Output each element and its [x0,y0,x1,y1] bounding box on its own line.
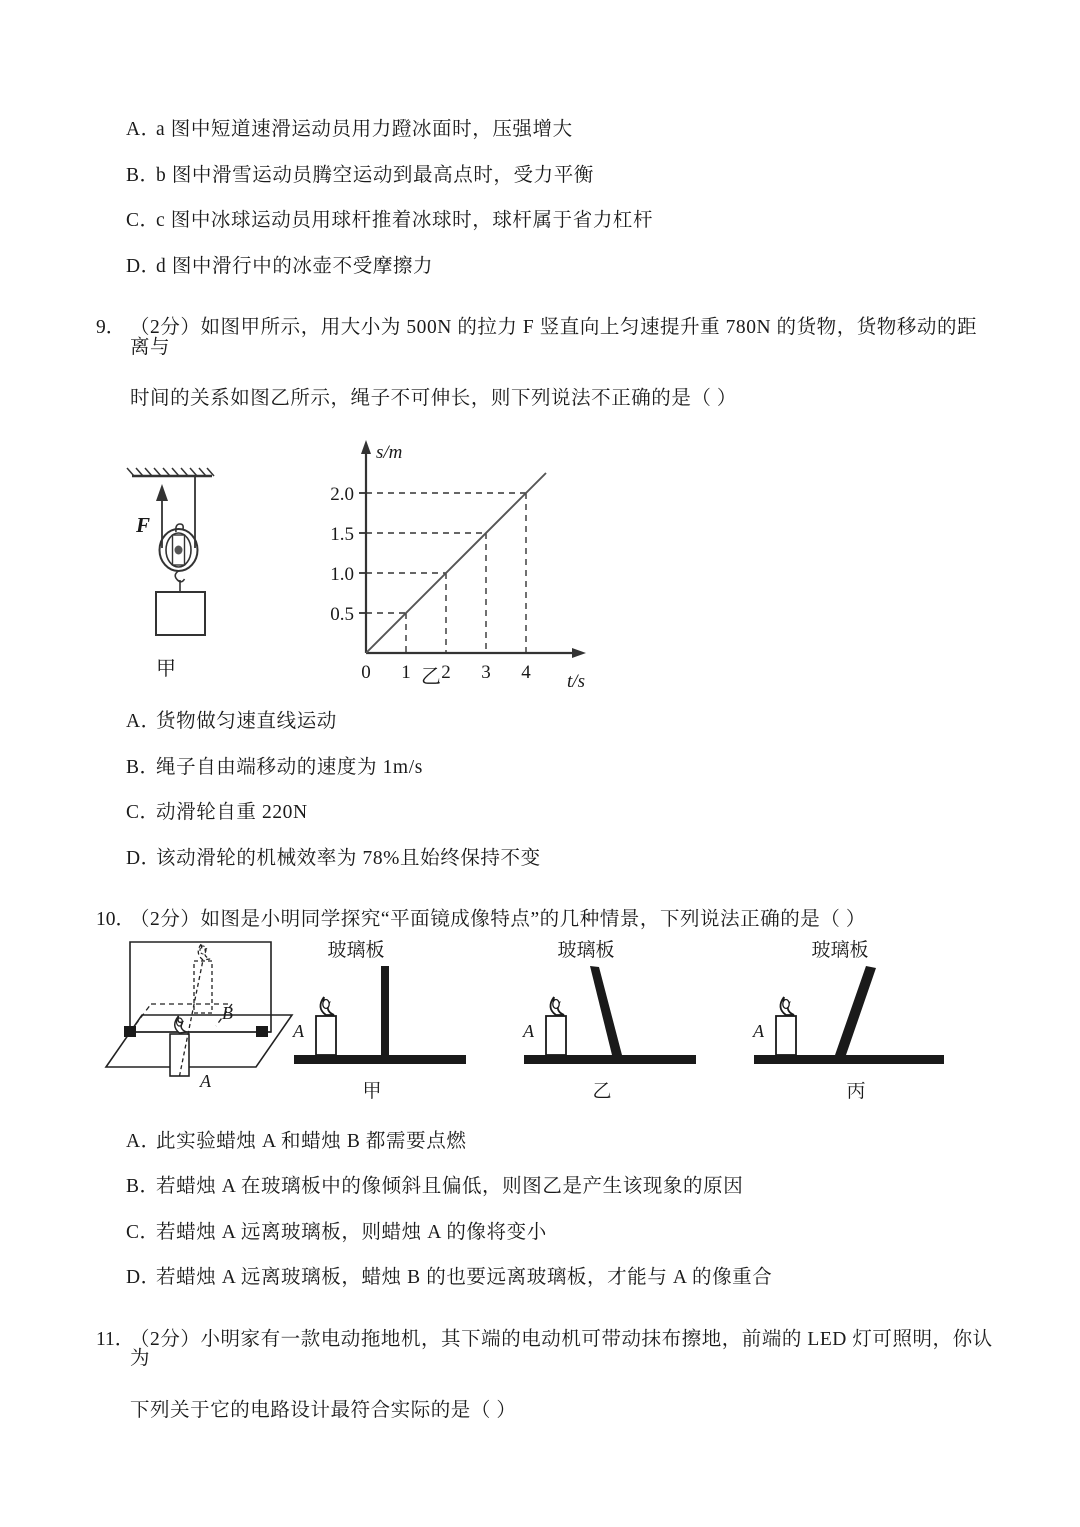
question-number: 10． [96,909,136,930]
q10-options-group [96,1132,996,1288]
base-bar [524,1055,696,1064]
question-stem-line: （2分）如图是小明同学探究“平面镜成像特点”的几种情景，下列说法正确的是（ ） [130,909,866,930]
ceiling-hatch-icon [127,468,214,476]
option-text: 动滑轮自重 220N [156,802,308,823]
option-text: c 图中冰球运动员用球杆推着冰球时，球杆属于省力杠杆 [156,210,654,231]
x-tick-label: 2 [441,662,451,683]
question-9 [96,318,996,868]
glass-plate-label: 玻璃板 [811,939,869,961]
question-10-stem [96,910,996,930]
y-tick-label: 1.0 [330,564,354,585]
option-text: a 图中短道速滑运动员用力蹬冰面时，压强增大 [156,119,573,140]
question-stem-line: （2分）小明家有一款电动拖地机，其下端的电动机可带动抹布擦地，前端的 LED 灯可照明，你认为 [130,1328,993,1369]
option-row [96,803,996,823]
figure-label-jia: 甲 [156,658,176,680]
option-text: d 图中滑行中的冰壶不受摩擦力 [156,255,434,277]
y-axis-arrow-icon [361,440,371,454]
option-row [96,211,996,231]
question-9-stem [96,318,996,357]
y-axis-title: s/m [376,442,403,463]
glass-plate [381,966,389,1055]
option-letter: D． [126,255,161,277]
option-letter: C． [126,1221,160,1243]
question-stem-line: （2分）如图甲所示，用大小为 500N 的拉力 F 竖直向上匀速提升重 780N 的货物，货物移动的距离与 [130,317,978,358]
candle-label: A [753,1020,764,1041]
panel-jia [292,939,466,1102]
page-content [96,120,996,1422]
force-label: F [136,513,151,537]
question-10-figure [96,934,996,1110]
option-row [96,120,996,140]
option-letter: D． [126,1267,161,1288]
clamp-icon [256,1026,268,1037]
y-tick-label: 2.0 [330,484,354,505]
option-letter: B． [126,756,160,778]
perspective-sketch [106,942,292,1076]
option-row [96,257,996,277]
question-stem-line: 下列关于它的电路设计最符合实际的是（ ） [130,1399,517,1421]
option-row [96,1177,996,1197]
option-letter: C． [126,210,160,231]
option-row [96,1268,996,1288]
object-label-a: A [200,1070,211,1091]
st-graph [330,440,586,690]
image-label-b: B [222,1002,233,1023]
option-row [96,758,996,778]
q9-options-group [96,712,996,868]
option-letter: A． [126,1130,161,1152]
panel-label: 甲 [362,1080,382,1102]
option-text: 此实验蜡烛 A 和蜡烛 B 都需要点燃 [156,1130,467,1152]
option-text: 若蜡烛 A 在玻璃板中的像倾斜且偏低，则图乙是产生该现象的原因 [156,1176,744,1197]
glass-plate-label: 玻璃板 [327,939,385,961]
q8-options-group [96,120,996,276]
option-row [96,1223,996,1243]
force-arrow-icon [156,484,168,501]
question-10 [96,910,996,1288]
option-text: 绳子自由端移动的速度为 1m/s [156,756,423,778]
question-number: 11． [96,1328,135,1350]
option-row [96,849,996,869]
pulley-and-graph-figure [96,428,996,690]
option-letter: A． [126,119,161,140]
question-number: 9． [96,317,126,338]
panel-bing [752,939,944,1102]
panel-label: 乙 [592,1080,612,1102]
question-stem-line: 时间的关系如图乙所示，绳子不可伸长，则下列说法不正确的是（ ） [130,388,737,409]
data-line [366,473,546,653]
question-9-figure [96,428,996,690]
option-letter: B． [126,1176,160,1197]
pulley-diagram [127,468,214,635]
x-axis-title: t/s [567,671,585,690]
origin-label: 0 [361,662,371,683]
x-tick-label: 3 [481,662,491,683]
option-letter: D． [126,847,161,869]
y-tick-label: 1.5 [330,524,354,545]
base-bar [294,1055,466,1064]
option-text: 若蜡烛 A 远离玻璃板，蜡烛 B 的也要远离玻璃板，才能与 A 的像重合 [156,1267,773,1288]
glass-plate [590,966,622,1055]
question-11 [96,1330,996,1422]
option-text: 若蜡烛 A 远离玻璃板，则蜡烛 A 的像将变小 [156,1221,547,1243]
option-text: b 图中滑雪运动员腾空运动到最高点时，受力平衡 [156,164,594,186]
glass-plate [835,966,876,1055]
x-tick-label: 4 [521,662,531,683]
option-row [96,1132,996,1152]
option-row [96,712,996,732]
option-text: 货物做匀速直线运动 [156,711,337,732]
option-letter: B． [126,164,160,186]
option-row [96,166,996,186]
candle-label: A [523,1020,534,1041]
base-bar [754,1055,944,1064]
panel-yi [522,939,696,1102]
option-letter: A． [126,711,161,732]
clamp-icon [124,1026,136,1037]
x-tick-label: 1 [401,662,411,683]
option-text: 该动滑轮的机械效率为 78%且始终保持不变 [156,847,541,869]
figure-label-yi: 乙 [421,666,441,688]
option-letter: C． [126,802,160,823]
question-11-stem [96,1330,996,1369]
glass-plate-label: 玻璃板 [557,939,615,961]
candle-label: A [293,1020,304,1041]
plane-mirror-figure [96,934,996,1110]
x-axis-arrow-icon [572,648,586,658]
panel-label: 丙 [846,1080,866,1102]
y-tick-label: 0.5 [330,604,354,625]
